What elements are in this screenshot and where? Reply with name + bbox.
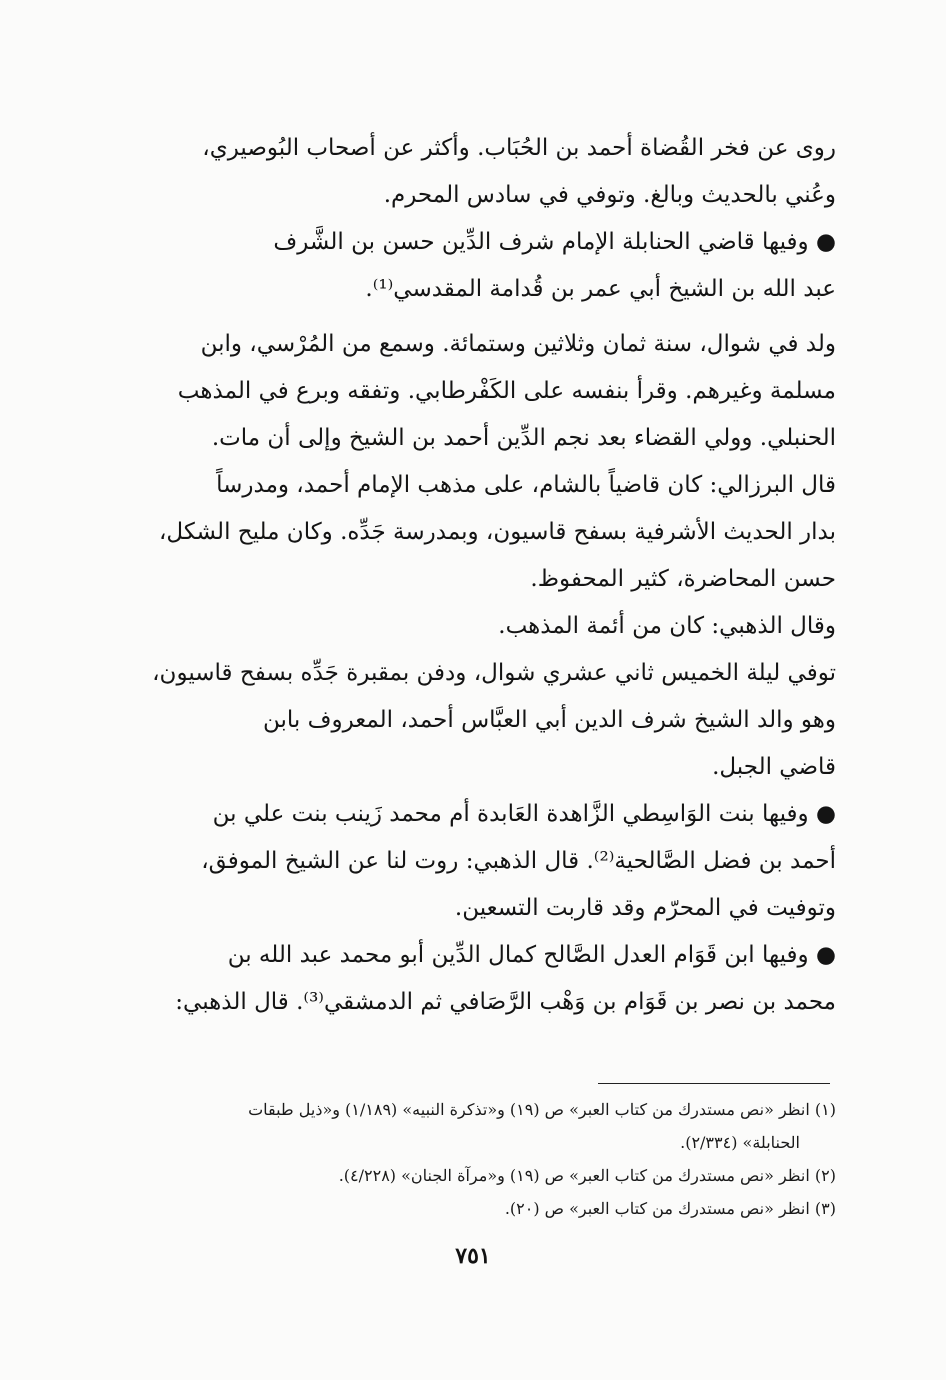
paragraph (118, 125, 836, 219)
footnote-line: (١) انظر «نص مستدرك من كتاب العبر» ص (١٩) و«تذكرة النبيه» (١/١٨٩) و«ذيل طبقات (248, 1100, 836, 1119)
paragraph (118, 462, 836, 650)
text-line: عبد الله بن الشيخ أبي عمر بن قُدامة المقدسي⁽¹⁾. (365, 276, 836, 302)
main-text (118, 125, 836, 1026)
text-line: بدار الحديث الأشرفية بسفح قاسيون، وبمدرسة جَدِّه. وكان مليح الشكل، (159, 519, 836, 545)
text-line: توفي ليلة الخميس ثاني عشري شوال، ودفن بمقبرة جَدِّه بسفح قاسيون، (152, 660, 836, 686)
text-line: وقال الذهبي: كان من أئمة المذهب. (498, 613, 836, 639)
text-line: وتوفيت في المحرّم وقد قاربت التسعين. (454, 895, 836, 921)
text-line: ولد في شوال، سنة ثمان وثلاثين وستمائة. وسمع من المُرْسي، وابن (200, 331, 836, 357)
text-line: روى عن فخر القُضاة أحمد بن الحُبَاب. وأكثر عن أصحاب البُوصيري، (202, 135, 836, 161)
text-line: الحنبلي. وولي القضاء بعد نجم الدِّين أحمد بن الشيخ وإلى أن مات. (211, 425, 836, 451)
paragraph (118, 650, 836, 791)
text-line: ● وفيها قاضي الحنابلة الإمام شرف الدِّين حسن بن الشَّرف (273, 229, 836, 255)
text-line: قاضي الجبل. (712, 754, 836, 780)
text-line: محمد بن نصر بن قَوَام بن وَهْب الرَّصَافي ثم الدمشقي⁽³⁾. قال الذهبي: (175, 989, 836, 1015)
text-line: قال البرزالي: كان قاضياً بالشام، على مذهب الإمام أحمد، ومدرساً (216, 472, 836, 498)
footnote-line: (٣) انظر «نص مستدرك من كتاب العبر» ص (٢٠). (504, 1199, 836, 1218)
text-line: ● وفيها بنت الوَاسِطي الزَّاهدة العَابدة أم محمد زَينب بنت علي بن (212, 801, 836, 827)
text-line: أحمد بن فضل الصَّالحية⁽²⁾. قال الذهبي: روت لنا عن الشيخ الموفق، (201, 848, 836, 874)
text-line: وعُني بالحديث وبالغ. وتوفي في سادس المحرم. (383, 182, 836, 208)
text-line: وهو والد الشيخ شرف الدين أبي العبَّاس أحمد، المعروف بابن (262, 707, 836, 733)
paragraph (118, 932, 836, 1026)
paragraph (118, 791, 836, 932)
footnote-line: الحنابلة» (٢/٣٣٤). (680, 1133, 800, 1152)
footnote-line: (٢) انظر «نص مستدرك من كتاب العبر» ص (١٩) و«مرآة الجنان» (٤/٢٢٨). (338, 1166, 836, 1185)
text-line: ● وفيها ابن قَوَام العدل الصَّالح كمال الدِّين أبو محمد عبد الله بن (227, 942, 836, 968)
paragraph (118, 219, 836, 313)
text-line: مسلمة وغيرهم. وقرأ بنفسه على الكَفْرطابي. وتفقه وبرع في المذهب (177, 378, 836, 404)
paragraph (118, 321, 836, 462)
text-line: حسن المحاضرة، كثير المحفوظ. (530, 566, 836, 592)
page-number: ٧٥١ (455, 1243, 491, 1269)
footnotes (118, 1093, 836, 1225)
footnote-separator (598, 1083, 830, 1084)
